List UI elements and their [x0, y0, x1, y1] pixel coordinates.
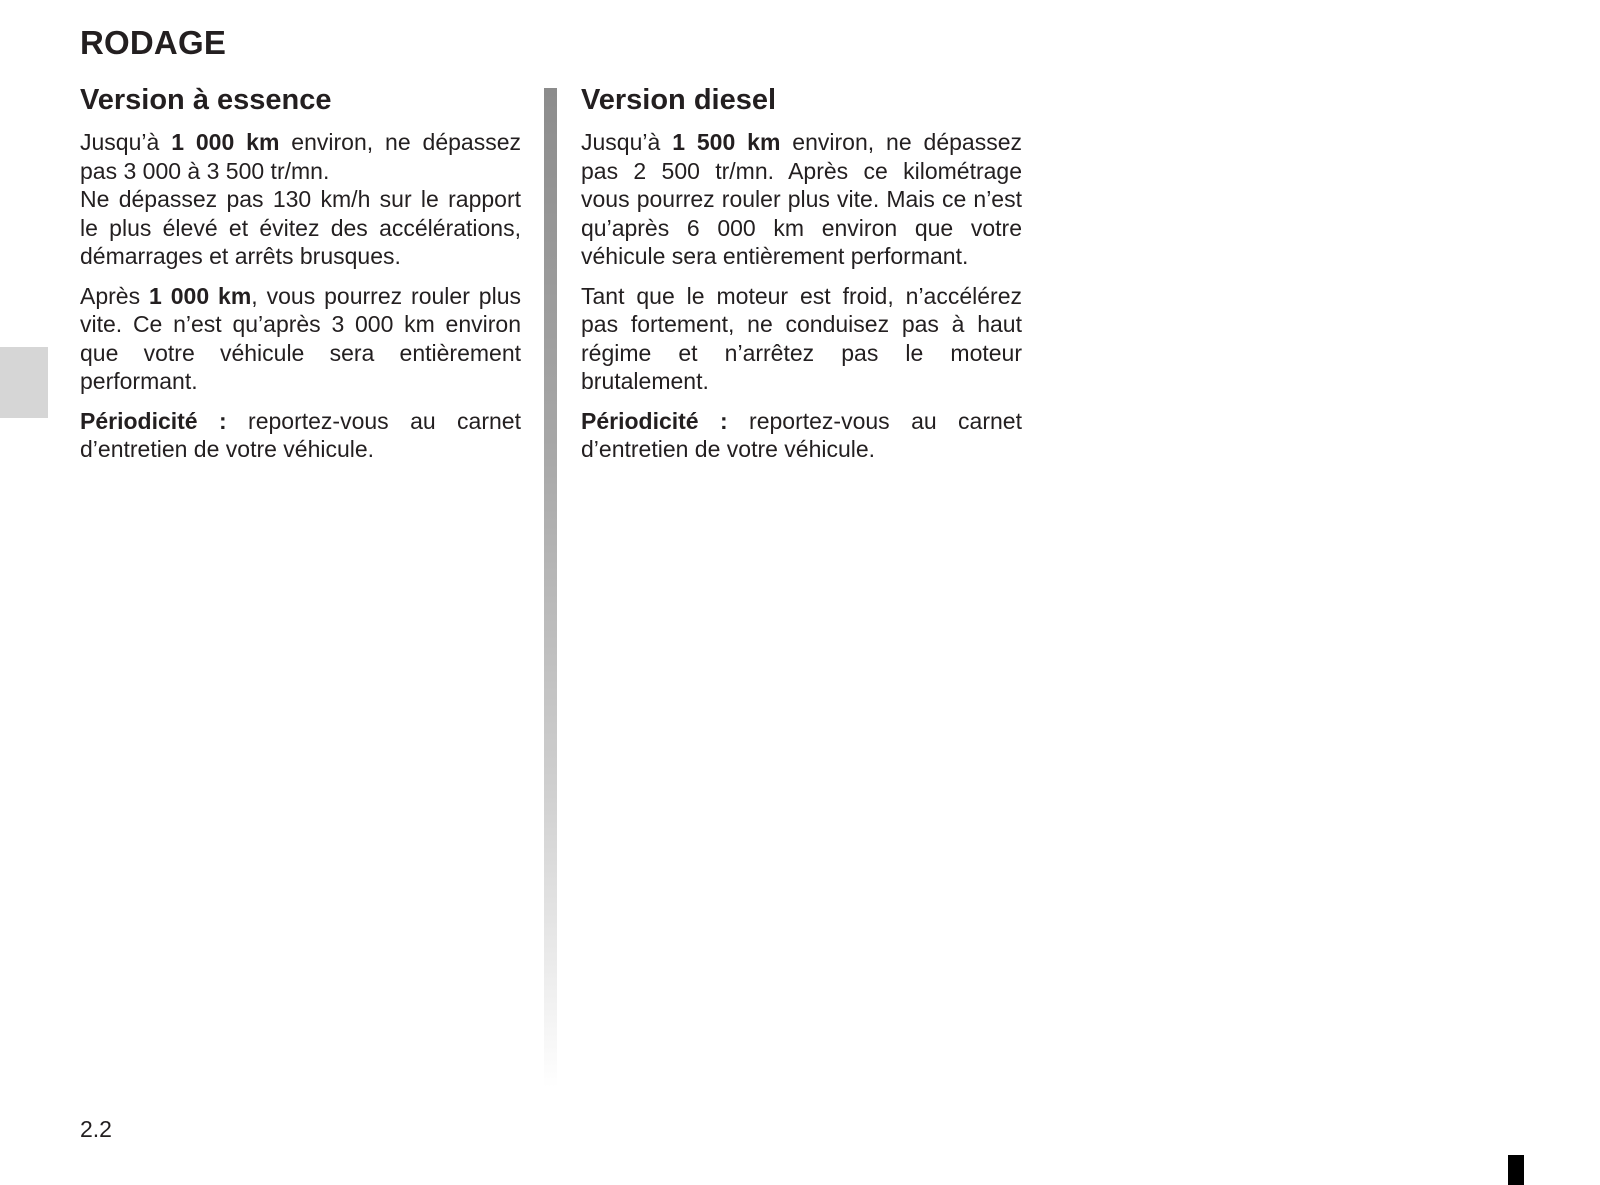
- diesel-p1-distance: 1 500 km: [672, 129, 781, 155]
- page-title: RODAGE: [80, 24, 227, 61]
- petrol-p1-distance: 1 000 km: [171, 129, 280, 155]
- page-corner-mark: [1508, 1155, 1524, 1185]
- petrol-break-in-paragraph: [80, 128, 521, 271]
- column-divider: [544, 88, 557, 1088]
- diesel-p1-text-before: Jusqu’à: [581, 129, 673, 155]
- petrol-p1-speed-advice: Ne dépassez pas 130 km/h sur le rapport le plus élevé et évitez des accélérations, démarrages et arrêts brusques.: [80, 186, 521, 269]
- petrol-after-break-in-paragraph: [80, 282, 521, 396]
- petrol-p1-text-before: Jusqu’à: [80, 129, 172, 155]
- diesel-periodicity-text: reportez-vous au carnet d’entretien de votre véhicule.: [581, 407, 1022, 462]
- diesel-version-heading: Version diesel: [581, 84, 777, 116]
- petrol-p1-text-after: environ, ne dépassez pas 3 000 à 3 500 tr/mn.: [80, 129, 521, 184]
- petrol-periodicity-text: reportez-vous au carnet d’entretien de votre véhicule.: [80, 407, 521, 462]
- petrol-periodicity-label: Périodicité :: [80, 407, 227, 434]
- diesel-break-in-paragraph: [581, 128, 1022, 271]
- diesel-p1-text-after: environ, ne dépassez pas 2 500 tr/mn. Après ce kilométrage vous pourrez rouler plus vite. Mais ce n’est qu’après 6 000 km environ que votre véhicule sera entièrement performant.: [581, 129, 1022, 269]
- diesel-version-column: [581, 82, 1022, 475]
- diesel-cold-engine-paragraph: Tant que le moteur est froid, n’accélérez pas fortement, ne conduisez pas à haut régime et n’arrêtez pas le moteur brutalement.: [581, 282, 1022, 394]
- diesel-periodicity-label: Périodicité :: [581, 407, 728, 434]
- petrol-p2-distance: 1 000 km: [149, 282, 252, 309]
- chapter-tab-marker: [0, 347, 48, 418]
- petrol-p2-text-before: Après: [80, 282, 150, 309]
- petrol-version-heading: Version à essence: [80, 84, 332, 116]
- petrol-periodicity-paragraph: [80, 407, 521, 464]
- petrol-p2-text-after: , vous pourrez rouler plus vite. Ce n’est qu’après 3 000 km environ que votre véhicule sera entièrement performant.: [80, 282, 521, 394]
- page-number: 2.2: [80, 1116, 112, 1142]
- diesel-periodicity-paragraph: [581, 407, 1022, 464]
- petrol-version-column: [80, 82, 521, 475]
